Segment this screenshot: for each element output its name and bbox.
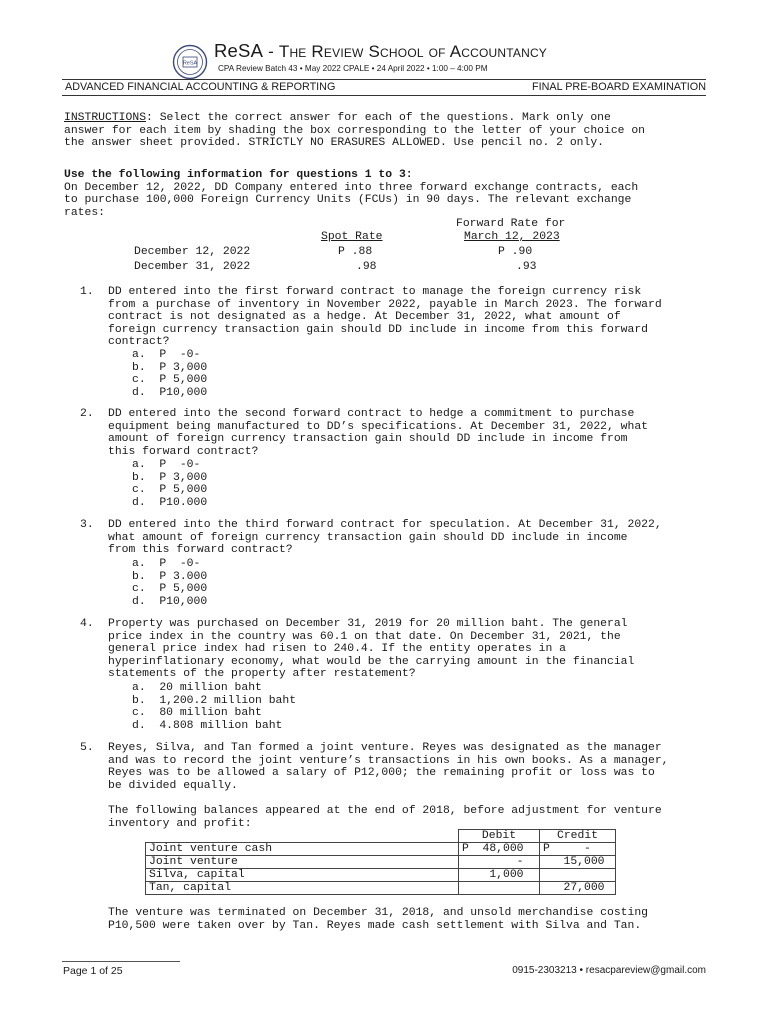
question-line: general price index had risen to 240.4. If the entity operates in a — [108, 643, 566, 656]
page-number: Page 1 of 25 — [63, 965, 123, 977]
question-line: this forward contract? — [108, 445, 259, 458]
info-line: to purchase 100,000 Foreign Currency Units (FCUs) in 90 days. The relevant exchange — [64, 194, 632, 207]
header-rule-bottom — [62, 95, 706, 96]
answer-option-b: b. P 3,000 — [132, 471, 208, 484]
info-block — [64, 169, 706, 219]
credit-cell — [540, 869, 616, 882]
question-text — [108, 742, 706, 792]
answer-option-b: b. P 3.000 — [132, 570, 208, 583]
footer-rule — [62, 961, 180, 962]
debit-cell — [459, 882, 540, 895]
debit-cell: - — [459, 856, 540, 869]
question-followup — [108, 805, 706, 830]
question-line: Property was purchased on December 31, 2019 for 20 million baht. The general — [108, 618, 628, 630]
question-line: contract? — [108, 336, 170, 349]
question-closing — [108, 907, 706, 932]
exam-subline: CPA Review Batch 43 • May 2022 CPALE • 24 April 2022 • 1:00 – 4:00 PM — [218, 64, 488, 73]
instructions-label: INSTRUCTIONS — [64, 112, 147, 124]
rate-row-spot: .98 — [356, 261, 377, 273]
debit-cell: 1,000 — [459, 869, 540, 882]
question-line: contract is not designated as a hedge. At December 31, 2022, what amount of — [108, 311, 621, 324]
question-line: P10,500 were taken over by Tan. Reyes made cash settlement with Silva and Tan. — [108, 919, 642, 932]
question-line: Reyes, Silva, and Tan formed a joint venture. Reyes was designated as the manager — [108, 742, 662, 754]
forward-rate-header-1: Forward Rate for — [456, 218, 566, 230]
answer-option-a: a. P -0- — [132, 349, 201, 361]
question-number: 2. — [80, 408, 94, 420]
question-line: what amount of foreign currency transaction gain should DD include in income — [108, 531, 628, 544]
table-row — [146, 882, 616, 895]
question-line: DD entered into the third forward contract for speculation. At December 31, 2022, — [108, 519, 662, 531]
forward-rate-header-2: March 12, 2023 — [464, 231, 560, 243]
question-line: DD entered into the second forward contract to hedge a commitment to purchase — [108, 408, 635, 420]
contact-info: 0915-2303213 • resacpareview@gmail.com — [512, 965, 706, 976]
table-row — [146, 843, 616, 856]
instructions — [64, 112, 706, 150]
question-text — [108, 286, 706, 349]
table-header-credit: Credit — [540, 830, 616, 843]
header-rule-top — [62, 79, 706, 80]
answer-option-a: a. P -0- — [132, 459, 201, 471]
question-number: 4. — [80, 618, 94, 630]
rate-row-forward: .93 — [516, 261, 537, 273]
rate-row-date: December 12, 2022 — [134, 246, 251, 258]
table-row — [146, 869, 616, 882]
credit-cell: 15,000 — [540, 856, 616, 869]
table-row — [146, 856, 616, 869]
answer-option-a: a. 20 million baht — [132, 682, 262, 694]
question-line: Reyes was to be allowed a salary of P12,000; the remaining profit or loss was to — [108, 767, 655, 780]
question-line: inventory and profit: — [108, 817, 252, 830]
question-line: from this forward contract? — [108, 544, 293, 557]
brand-title — [214, 40, 547, 62]
question-number: 5. — [80, 742, 94, 754]
question-line: The following balances appeared at the end of 2018, before adjustment for venture — [108, 805, 662, 817]
account-cell: Silva, capital — [146, 869, 459, 882]
answer-option-b: b. P 3,000 — [132, 361, 208, 374]
question-text — [108, 408, 706, 458]
answer-option-c: c. P 5,000 — [132, 484, 208, 497]
info-line: rates: — [64, 206, 106, 219]
question-line: foreign currency transaction gain should DD include in income from this forward — [108, 323, 649, 336]
table-header-row — [146, 830, 616, 843]
question-text — [108, 519, 706, 557]
rate-row-date: December 31, 2022 — [134, 261, 251, 273]
instructions-line: : Select the correct answer for each of the questions. Mark only one — [146, 112, 611, 124]
question-number: 1. — [80, 286, 94, 298]
brand-prefix: ReSA — [214, 40, 264, 61]
answer-option-d: d. P10,000 — [132, 595, 208, 608]
question-line: statements of the property after restatement? — [108, 668, 416, 681]
question-line: from a purchase of inventory in November 2022, payable in March 2023. The forward — [108, 298, 662, 311]
question-line: price index in the country was 60.1 on that date. On December 31, 2021, the — [108, 630, 621, 643]
question-line: The venture was terminated on December 31, 2018, and unsold merchandise costing — [108, 907, 649, 919]
logo-text: ReSA — [182, 60, 198, 67]
rate-row-forward: P .90 — [498, 246, 533, 258]
answer-option-a: a. P -0- — [132, 558, 201, 570]
answer-option-d: d. 4.808 million baht — [132, 719, 283, 732]
question-line: hyperinflationary economy, what would be the carrying amount in the financial — [108, 655, 635, 668]
course-title: ADVANCED FINANCIAL ACCOUNTING & REPORTING — [65, 81, 336, 93]
credit-cell: 27,000 — [540, 882, 616, 895]
question-line: be divided equally. — [108, 779, 238, 792]
account-cell: Joint venture — [146, 856, 459, 869]
instructions-line: answer for each item by shading the box corresponding to the letter of your choice on — [64, 124, 646, 137]
info-heading: Use the following information for questions 1 to 3: — [64, 169, 413, 181]
answer-option-b: b. 1,200.2 million baht — [132, 694, 297, 707]
question-line: equipment being manufactured to DD’s specifications. At December 31, 2022, what — [108, 420, 649, 433]
question-line: DD entered into the first forward contract to manage the foreign currency risk — [108, 286, 642, 298]
brand-school-name: The Review School of Accountancy — [278, 42, 548, 61]
question-text — [108, 618, 706, 681]
credit-cell: P - — [540, 843, 616, 856]
answer-option-d: d. P10.000 — [132, 496, 208, 509]
account-cell: Tan, capital — [146, 882, 459, 895]
answer-option-c: c. P 5,000 — [132, 583, 208, 596]
question-line: amount of foreign currency transaction gain should DD include in income from — [108, 433, 628, 446]
debit-cell: P 48,000 — [459, 843, 540, 856]
table-header-debit: Debit — [459, 830, 540, 843]
info-line: On December 12, 2022, DD Company entered into three forward exchange contracts, each — [64, 181, 639, 194]
question-line: and was to record the joint venture’s transactions in his own books. As a manager, — [108, 754, 669, 767]
joint-venture-balances-table — [145, 829, 616, 895]
exam-title: FINAL PRE-BOARD EXAMINATION — [532, 81, 706, 93]
answer-option-c: c. 80 million baht — [132, 707, 262, 720]
question-number: 3. — [80, 519, 94, 531]
answer-option-c: c. P 5,000 — [132, 374, 208, 387]
table-header-account — [146, 830, 459, 843]
resa-logo — [172, 44, 208, 80]
rate-row-spot: P .88 — [338, 246, 373, 258]
spot-rate-header: Spot Rate — [321, 231, 383, 243]
brand-dash: - — [263, 42, 279, 61]
instructions-line: the answer sheet provided. STRICTLY NO ERASURES ALLOWED. Use pencil no. 2 only. — [64, 137, 605, 150]
answer-option-d: d. P10,000 — [132, 386, 208, 399]
account-cell: Joint venture cash — [146, 843, 459, 856]
